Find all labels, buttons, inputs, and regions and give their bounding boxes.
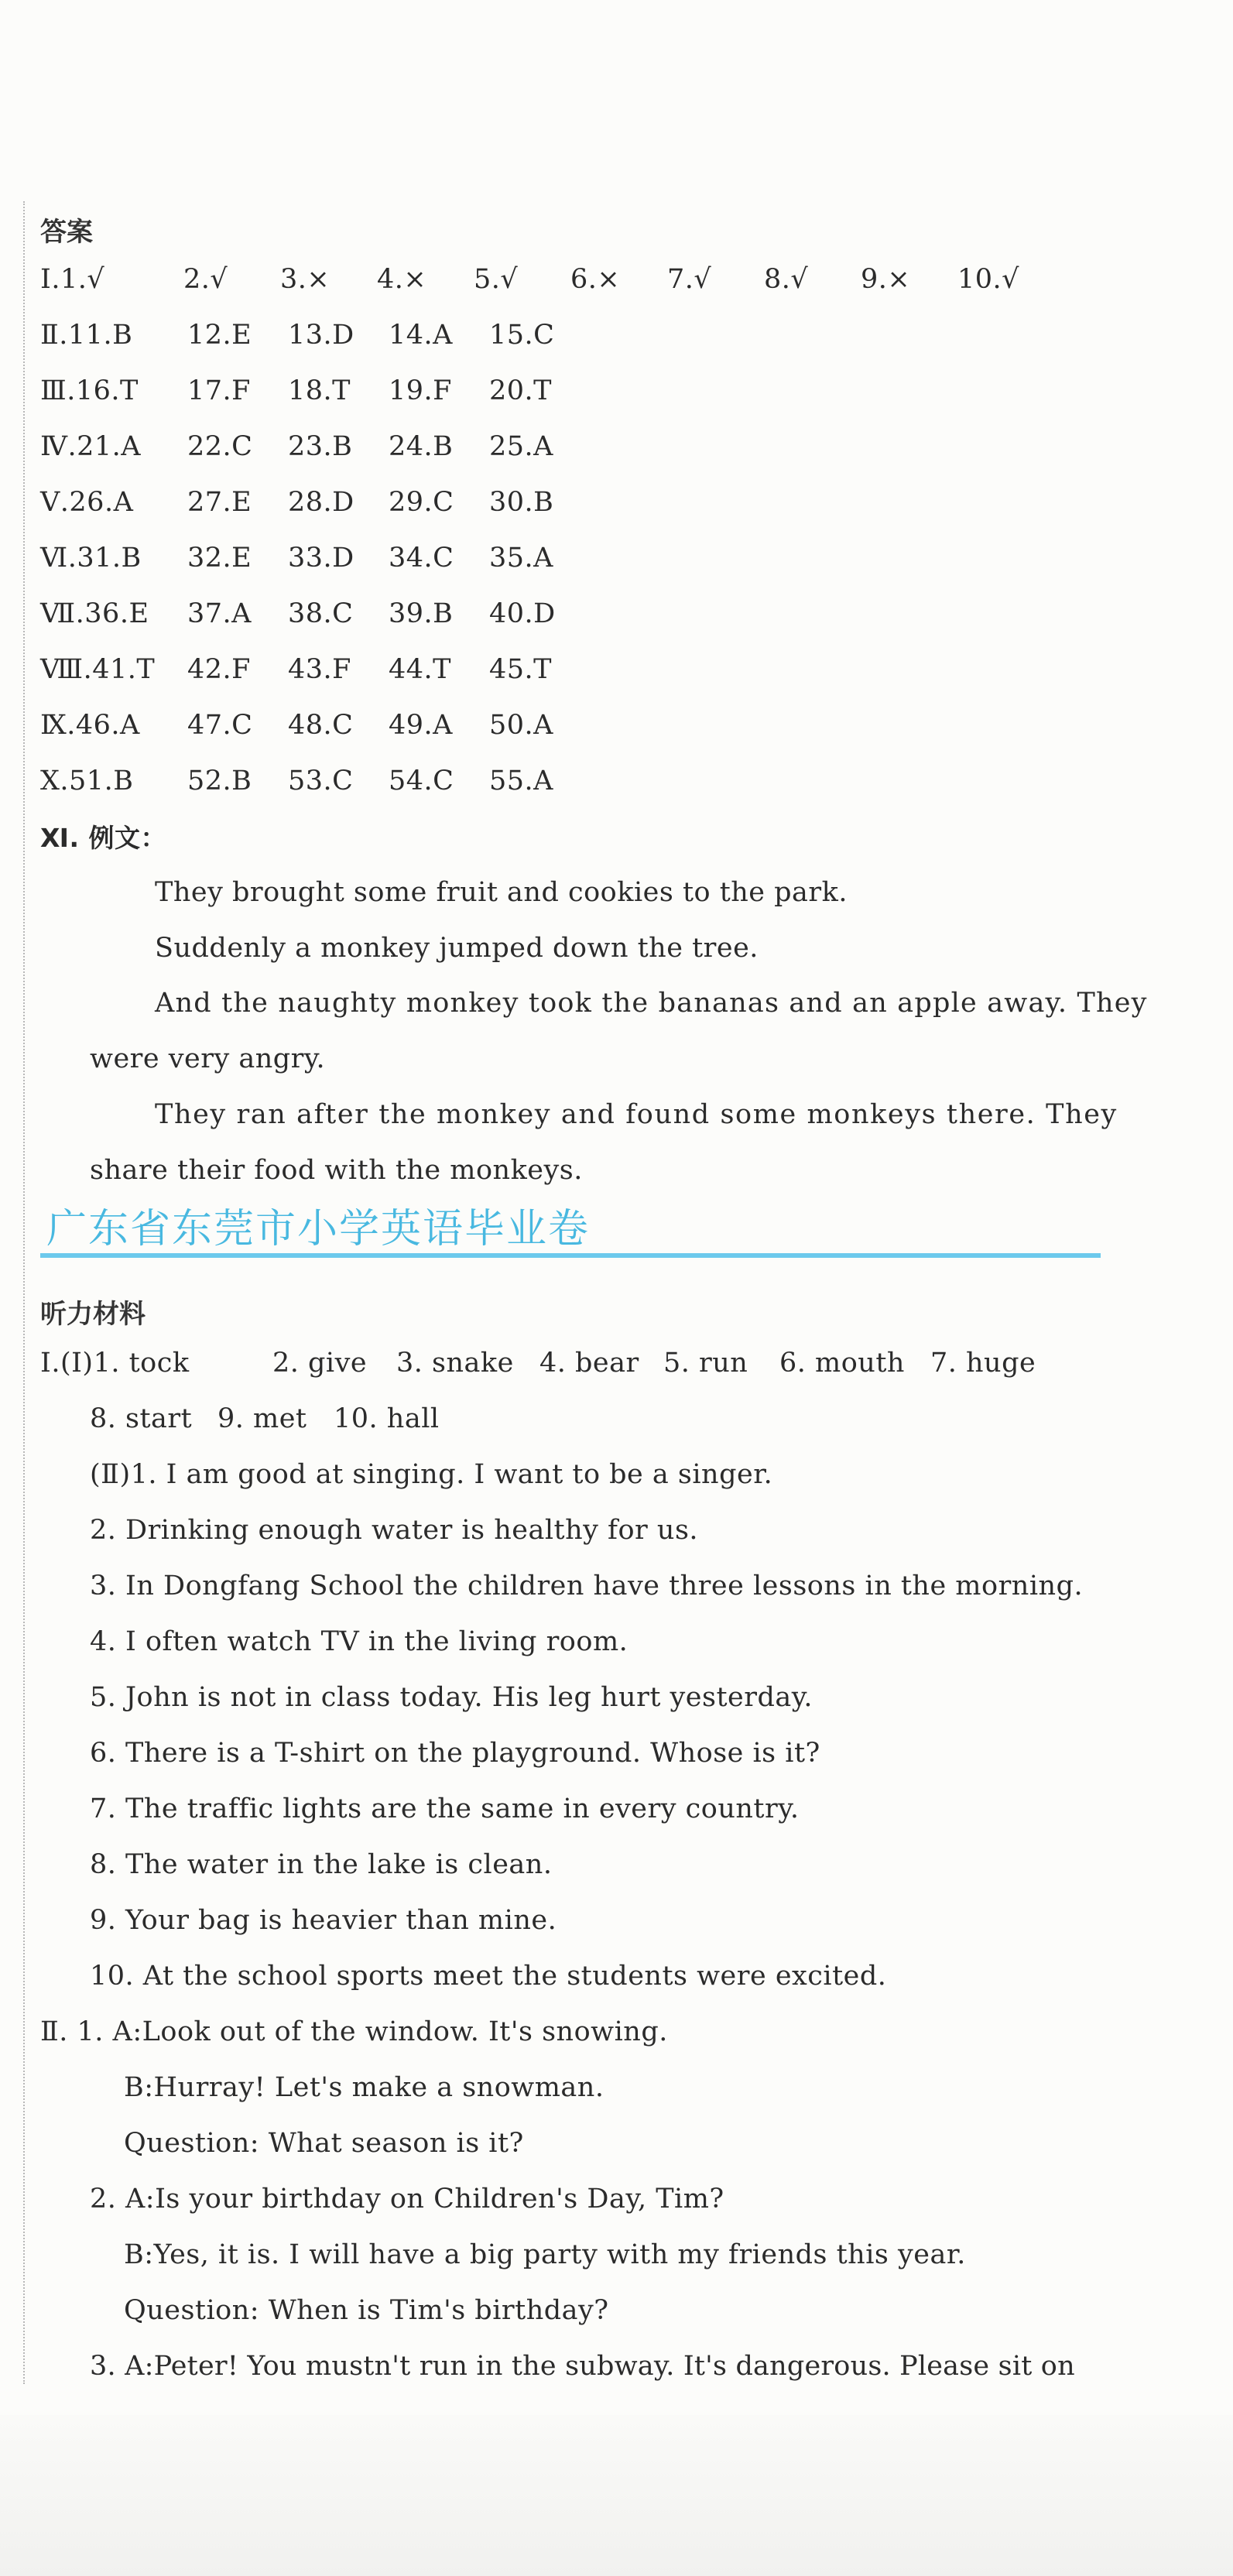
answer-item: 38.C: [288, 598, 354, 629]
answer-item: Ⅲ.16.T: [40, 375, 139, 406]
answer-item: 2.√: [183, 264, 228, 295]
essay-line: And the naughty monkey took the bananas and an apple away. They: [155, 988, 1148, 1019]
answer-item: 52.B: [187, 766, 252, 796]
word-item: 7. huge: [930, 1348, 1036, 1379]
answer-item: 33.D: [288, 543, 354, 574]
answer-row: [40, 707, 659, 743]
listening-sentence: 6. There is a T-shirt on the playground. Whose is it?: [90, 1738, 820, 1769]
answer-item: Ⅱ.11.B: [40, 320, 133, 351]
answer-item: 4.×: [377, 264, 427, 295]
page-edge-dotted-line: [23, 201, 25, 2384]
answer-item: 17.F: [187, 375, 251, 406]
answer-row: [40, 596, 659, 632]
answer-item: 32.E: [187, 543, 252, 574]
listening-sentence: 2. Drinking enough water is healthy for us.: [90, 1515, 699, 1546]
page-bottom-margin: [0, 2415, 1233, 2576]
answer-item: 18.T: [288, 375, 351, 406]
essay-line: They ran after the monkey and found some monkeys there. They: [155, 1099, 1118, 1130]
dialog-line: B:Yes, it is. I will have a big party with my friends this year.: [124, 2239, 966, 2270]
answer-item: 24.B: [389, 431, 454, 462]
answer-item: 43.F: [288, 654, 351, 685]
answer-item: 9.×: [861, 264, 911, 295]
answer-row: [40, 540, 659, 576]
answer-item: 3.×: [280, 264, 331, 295]
answer-item: Ⅹ.51.B: [40, 766, 134, 796]
answer-item: Ⅰ.1.√: [40, 264, 105, 295]
listening-sentence: 7. The traffic lights are the same in every country.: [90, 1793, 800, 1824]
answer-item: 55.A: [489, 766, 553, 796]
word-item: 6. mouth: [779, 1348, 905, 1379]
answer-item: 44.T: [389, 654, 452, 685]
answer-row: [40, 652, 659, 687]
answer-item: 48.C: [288, 710, 354, 741]
answer-item: 14.A: [389, 320, 453, 351]
answer-item: Ⅳ.21.A: [40, 431, 142, 462]
answer-item: 15.C: [489, 320, 555, 351]
listening-sentence: (Ⅱ)1. I am good at singing. I want to be a singer.: [90, 1459, 773, 1490]
word-item: 8. start: [90, 1403, 193, 1434]
answer-item: 13.D: [288, 320, 354, 351]
answer-item: 23.B: [288, 431, 353, 462]
dialog-line: B:Hurray! Let's make a snowman.: [124, 2072, 605, 2103]
answers-heading: 答案: [40, 217, 93, 248]
word-item: 10. hall: [334, 1403, 440, 1434]
listening-sentence: 4. I often watch TV in the living room.: [90, 1626, 628, 1657]
answer-item: Ⅵ.31.B: [40, 543, 142, 574]
answer-item: 45.T: [489, 654, 553, 685]
sample-heading: Ⅺ. 例文：: [40, 823, 166, 853]
essay-line: They brought some fruit and cookies to the park.: [155, 877, 848, 908]
answer-item: Ⅴ.26.A: [40, 487, 134, 518]
answer-item: 54.C: [389, 766, 454, 796]
answer-item: 19.F: [389, 375, 452, 406]
answer-row: [40, 317, 659, 353]
section-title: 广东省东莞市小学英语毕业卷: [46, 1206, 591, 1252]
answer-item: 25.A: [489, 431, 553, 462]
answer-item: 28.D: [288, 487, 354, 518]
section-title-underline: [40, 1253, 1101, 1258]
listening-sentence: 10. At the school sports meet the students were excited.: [90, 1961, 887, 1992]
answer-item: 29.C: [389, 487, 454, 518]
answer-row: [40, 373, 659, 409]
word-item: 4. bear: [539, 1348, 639, 1379]
listening-heading: 听力材料: [40, 1299, 146, 1330]
answer-item: 37.A: [187, 598, 252, 629]
word-item: Ⅰ.(Ⅰ)1. tock: [40, 1348, 190, 1379]
answer-item: 10.√: [957, 264, 1019, 295]
answer-row: [40, 485, 659, 520]
answer-item: 20.T: [489, 375, 553, 406]
answer-row: [40, 262, 1093, 297]
listening-sentence: 3. In Dongfang School the children have three lessons in the morning.: [90, 1571, 1084, 1601]
answer-item: 30.B: [489, 487, 554, 518]
word-item: 2. give: [272, 1348, 368, 1379]
answer-item: 50.A: [489, 710, 553, 741]
answer-item: 6.×: [570, 264, 621, 295]
dialog-line: 2. A:Is your birthday on Children's Day, Tim?: [90, 2184, 724, 2215]
listening-sentence: 9. Your bag is heavier than mine.: [90, 1905, 557, 1936]
answer-item: Ⅶ.36.E: [40, 598, 149, 629]
answer-item: 7.√: [667, 264, 712, 295]
essay-line: Suddenly a monkey jumped down the tree.: [155, 933, 759, 964]
answer-item: 42.F: [187, 654, 251, 685]
answer-item: 49.A: [389, 710, 453, 741]
dialog-line: Question: What season is it?: [124, 2128, 524, 2159]
word-item: 9. met: [217, 1403, 307, 1434]
answer-item: 39.B: [389, 598, 454, 629]
word-row: [40, 1345, 1093, 1381]
answer-item: Ⅷ.41.T: [40, 654, 156, 685]
essay-line: share their food with the monkeys.: [90, 1155, 583, 1186]
answer-item: 12.E: [187, 320, 252, 351]
answer-row: [40, 763, 659, 799]
dialog-line: Question: When is Tim's birthday?: [124, 2295, 609, 2326]
dialog-line: Ⅱ. 1. A:Look out of the window. It's snowing.: [40, 2016, 668, 2047]
answer-item: 47.C: [187, 710, 253, 741]
section-title-banner: [40, 1204, 1101, 1258]
answer-row: [40, 429, 659, 464]
dialog-line: 3. A:Peter! You mustn't run in the subway. It's dangerous. Please sit on: [90, 2351, 1075, 2382]
answer-item: 34.C: [389, 543, 454, 574]
answer-item: 35.A: [489, 543, 553, 574]
answer-item: 8.√: [764, 264, 809, 295]
word-row: [90, 1401, 632, 1437]
answer-item: 53.C: [288, 766, 354, 796]
answer-item: 40.D: [489, 598, 556, 629]
answer-item: 22.C: [187, 431, 253, 462]
answer-item: 5.√: [474, 264, 519, 295]
answer-item: Ⅸ.46.A: [40, 710, 140, 741]
answer-item: 27.E: [187, 487, 252, 518]
listening-sentence: 8. The water in the lake is clean.: [90, 1849, 553, 1880]
listening-sentence: 5. John is not in class today. His leg hurt yesterday.: [90, 1682, 813, 1713]
essay-line: were very angry.: [90, 1043, 326, 1074]
word-item: 5. run: [663, 1348, 748, 1379]
word-item: 3. snake: [396, 1348, 514, 1379]
